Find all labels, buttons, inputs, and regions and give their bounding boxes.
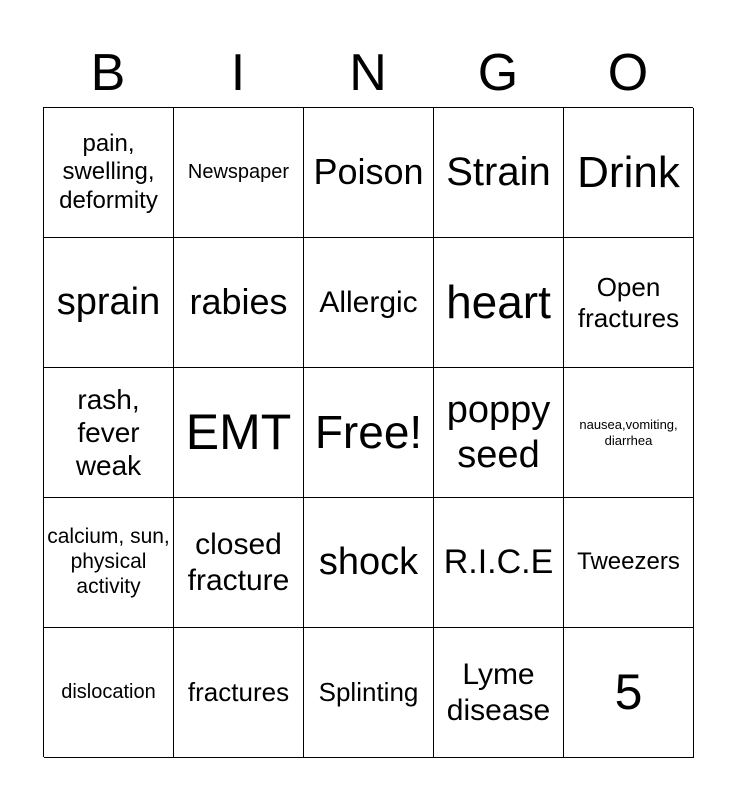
bingo-cell-label: rash, fever weak xyxy=(75,383,142,482)
bingo-cell-label: sprain xyxy=(56,281,161,324)
bingo-cell[interactable] xyxy=(304,368,434,498)
bingo-cell[interactable] xyxy=(304,238,434,368)
bingo-cell-label: fractures xyxy=(187,677,290,708)
bingo-cell-label: Tweezers xyxy=(577,548,680,576)
bingo-cell[interactable] xyxy=(304,498,434,628)
bingo-cell-label: Newspaper xyxy=(187,160,290,183)
bingo-cell-label: dislocation xyxy=(61,680,156,703)
bingo-cell[interactable] xyxy=(434,368,564,498)
bingo-cell-label: Allergic xyxy=(319,285,418,319)
bingo-cell-label: Strain xyxy=(446,149,551,194)
bingo-cell[interactable] xyxy=(434,238,564,368)
header-letter-n: N xyxy=(349,44,387,102)
bingo-cell[interactable] xyxy=(174,238,304,368)
bingo-cell-label: poppy seed xyxy=(446,388,551,476)
bingo-cell[interactable] xyxy=(564,238,694,368)
bingo-cell[interactable] xyxy=(174,628,304,758)
bingo-cell-label: EMT xyxy=(185,404,292,460)
bingo-cell-label: Lyme disease xyxy=(446,658,551,727)
header-letter-o: O xyxy=(607,44,649,102)
bingo-cell-label: pain, swelling, deformity xyxy=(59,130,158,214)
bingo-cell-label: nausea,vomiting, diarrhea xyxy=(579,417,678,448)
bingo-cell-label: Splinting xyxy=(318,677,419,708)
bingo-cell[interactable] xyxy=(174,498,304,628)
bingo-cell-label: Poison xyxy=(313,151,424,193)
bingo-cell[interactable] xyxy=(304,628,434,758)
bingo-cell[interactable] xyxy=(564,108,694,238)
bingo-cell[interactable] xyxy=(174,368,304,498)
header-letter-b: B xyxy=(90,44,126,102)
bingo-cell[interactable] xyxy=(434,108,564,238)
bingo-cell-label: Free! xyxy=(314,406,423,459)
header-letter-i: I xyxy=(230,44,246,102)
bingo-cell[interactable] xyxy=(434,498,564,628)
header-letter-g: G xyxy=(477,44,519,102)
bingo-cell-label: shock xyxy=(318,541,419,584)
bingo-card-grid xyxy=(43,107,693,757)
bingo-cell-label: R.I.C.E xyxy=(443,543,554,582)
bingo-cell[interactable] xyxy=(44,238,174,368)
bingo-cell-label: Drink xyxy=(577,147,680,197)
bingo-cell-label: rabies xyxy=(189,281,288,323)
bingo-cell[interactable] xyxy=(564,368,694,498)
bingo-cell[interactable] xyxy=(44,628,174,758)
bingo-cell[interactable] xyxy=(304,108,434,238)
bingo-cell-label: Open fractures xyxy=(577,271,680,333)
bingo-header xyxy=(43,38,693,108)
bingo-cell[interactable] xyxy=(564,498,694,628)
bingo-cell[interactable] xyxy=(174,108,304,238)
bingo-cell[interactable] xyxy=(44,498,174,628)
bingo-cell-label: closed fracture xyxy=(187,528,290,597)
bingo-cell[interactable] xyxy=(434,628,564,758)
bingo-cell[interactable] xyxy=(44,368,174,498)
bingo-cell[interactable] xyxy=(564,628,694,758)
bingo-cell-label: calcium, sun, physical activity xyxy=(47,525,170,598)
bingo-cell-label: 5 xyxy=(614,664,643,720)
bingo-cell-label: heart xyxy=(446,276,551,329)
bingo-cell[interactable] xyxy=(44,108,174,238)
